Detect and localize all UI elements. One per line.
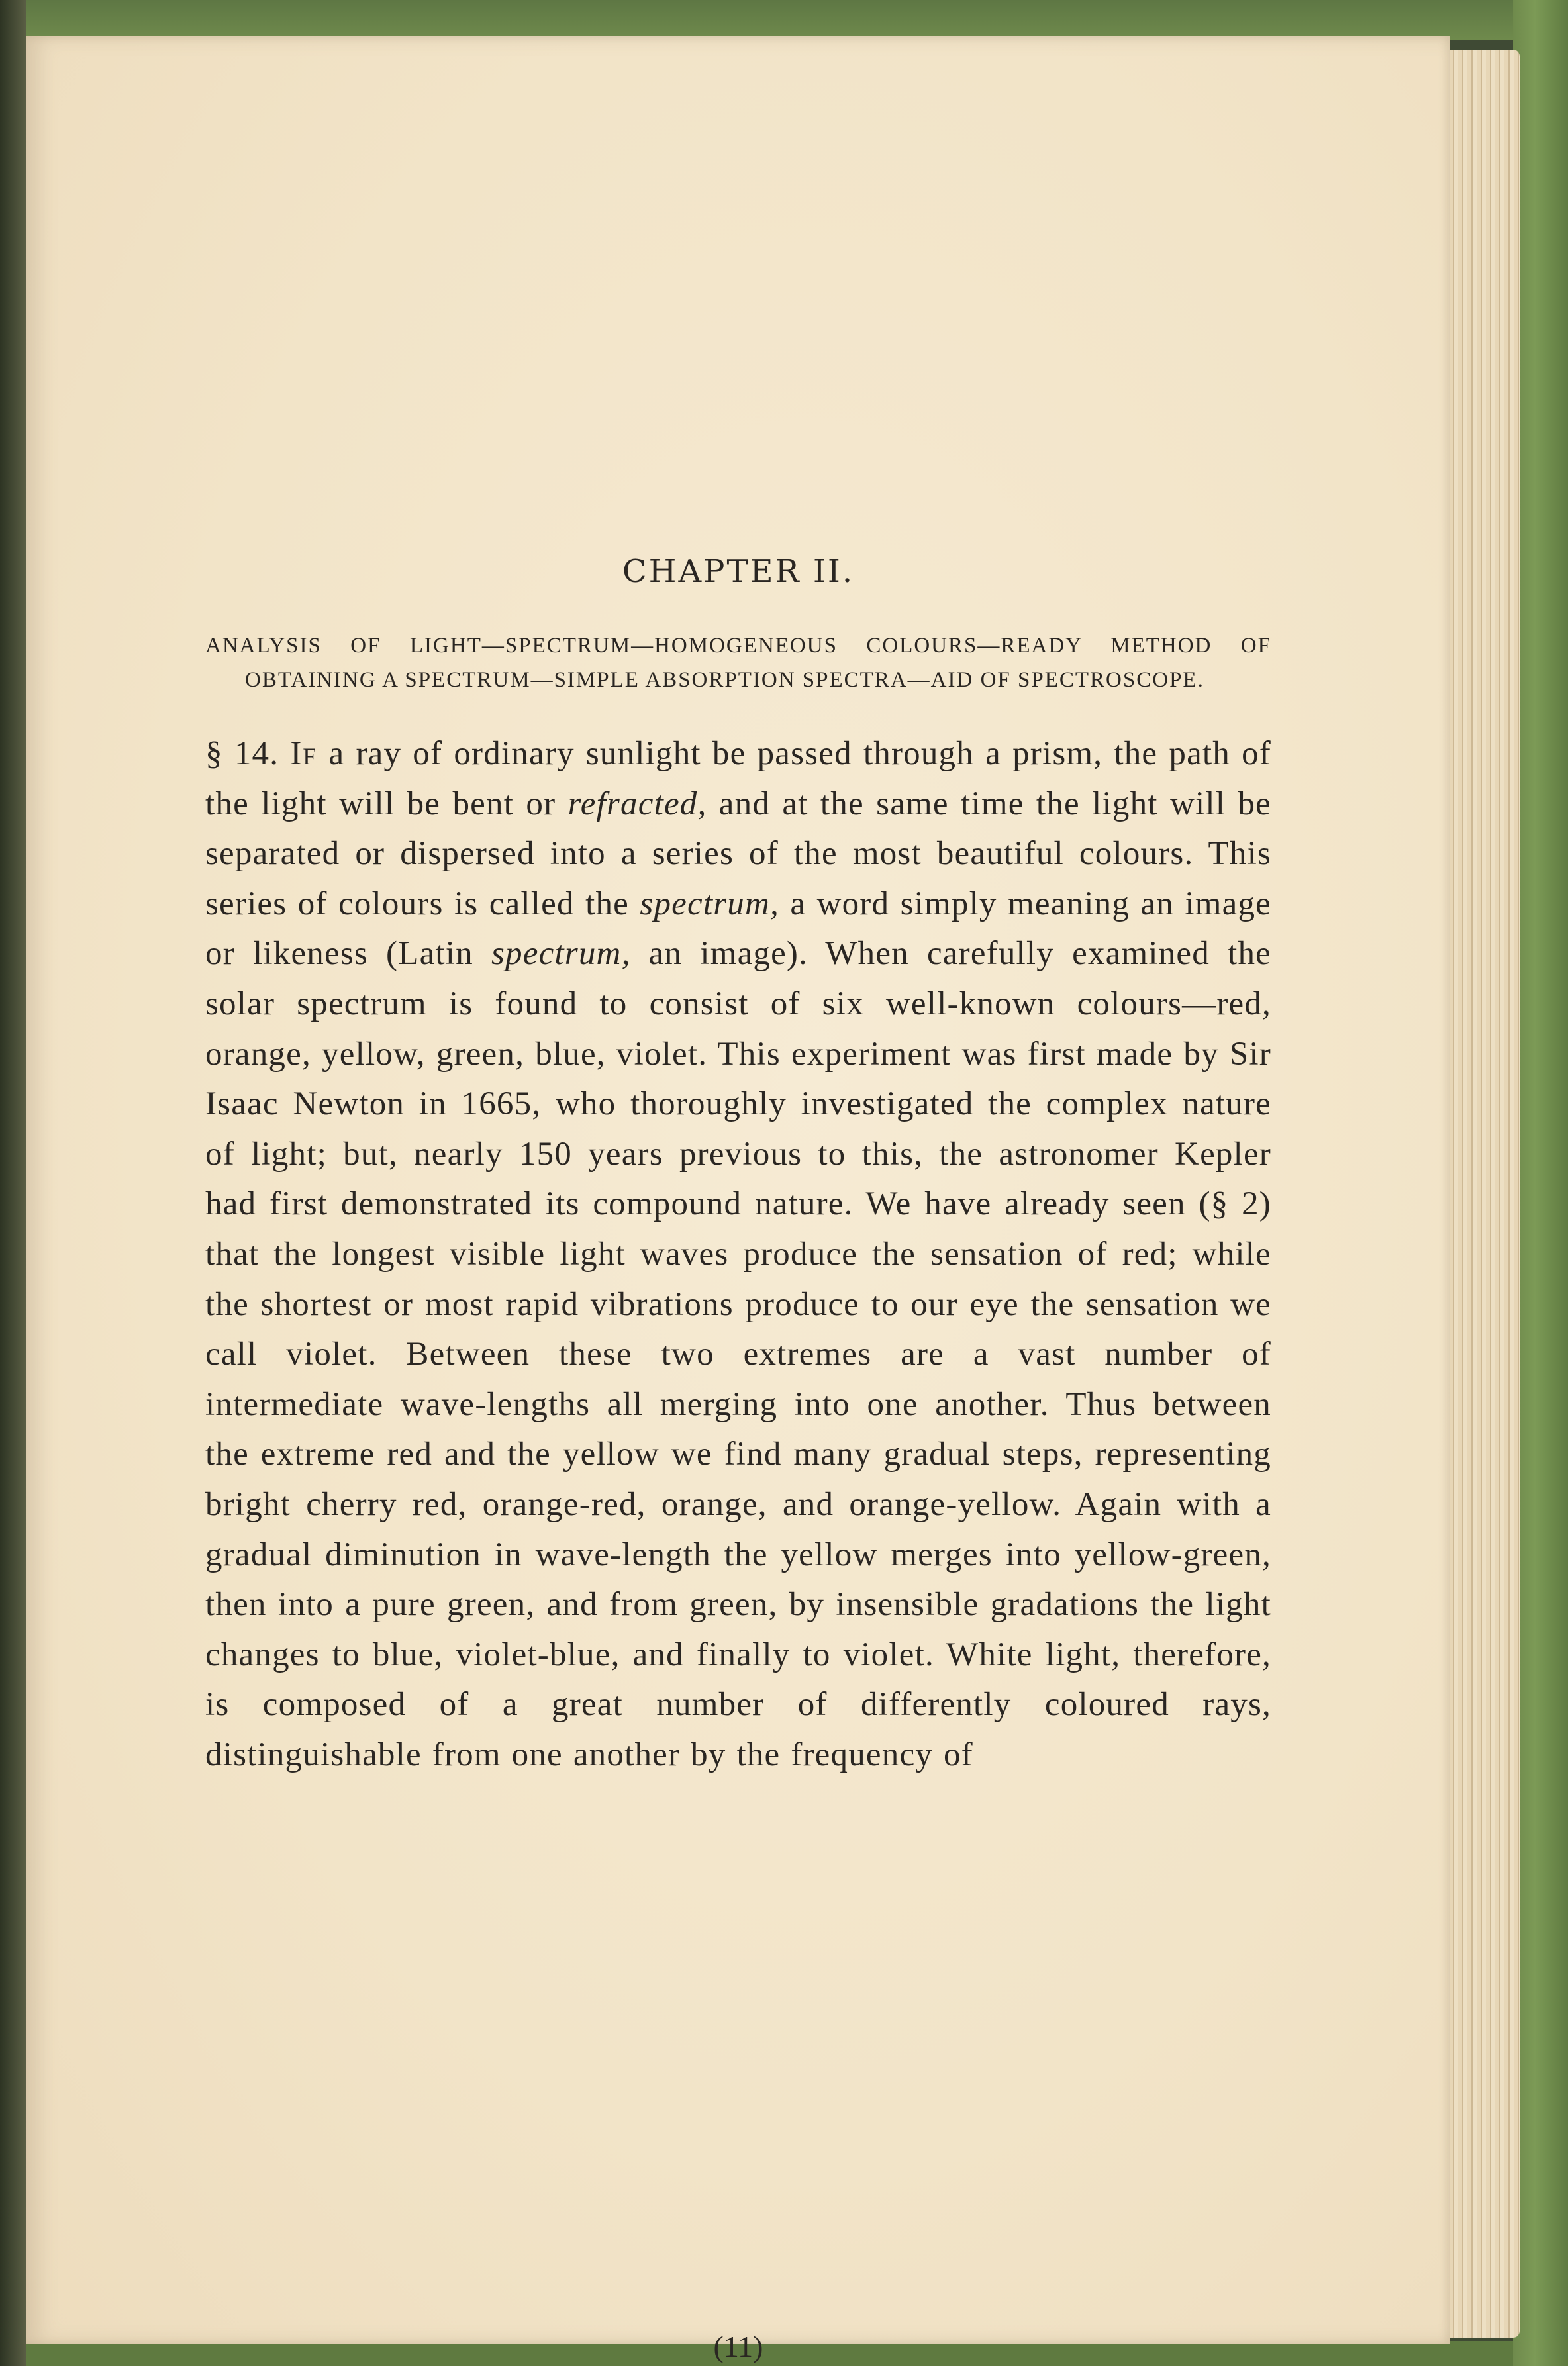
lead-word: If bbox=[290, 735, 318, 772]
chapter-summary: ANALYSIS OF LIGHT—SPECTRUM—HOMOGENEOUS COLOURS—READY METHOD OF OBTAINING A SPECTRUM—SIMPLE ABSORPTION SPECTRA—AID OF SPECTROSCOPE. bbox=[205, 634, 1271, 692]
paragraph-text-2: and at the same time the light will be separated or dispersed into a series of the most beautiful colours. This series of colours is called the bbox=[205, 785, 1271, 922]
page-number: (11) bbox=[713, 2330, 763, 2363]
book-cover-top bbox=[0, 0, 1568, 40]
paragraph-text-4: an image). When carefully examined the solar spectrum is found to consist of six well-known colours—red, orange, yellow, green, blue, violet. This experiment was first made by Sir Isaac Newton in 1665, who thoroughly investigated the complex nature of light; but, nearly 150 years previous to this, the astronomer Kepler had first demonstrated its compound nature. We have already seen (§ 2) that the longest visible light waves produce the sensation of red; while the shortest or most rapid vibrations produce to our eye the sensation we call violet. Between these two extremes are a vast number of intermediate wave-lengths all merging into one another. Thus between the extreme red and the yellow we find many gradual steps, representing bright cherry red, orange-red, orange, and orange-yellow. Again with a gradual diminution in wave-length the yellow merges into yellow-green, then into a pure green, and from green, by insensible gradations the light changes to blue, violet-blue, and finally to violet. White light, therefore, is composed of a great number of differently coloured rays, distinguishable from one another by the frequency of bbox=[205, 935, 1272, 1773]
book-gutter bbox=[0, 0, 26, 2366]
book-cover-right bbox=[1513, 0, 1568, 2366]
chapter-title: CHAPTER II. bbox=[622, 553, 855, 590]
page-text-block bbox=[205, 553, 1272, 2363]
italic-term-spectrum: spectrum, bbox=[640, 885, 779, 922]
paragraph-text-3: a word simply meaning an image or likeness (Latin bbox=[205, 885, 1271, 973]
paragraph-text-1: a ray of ordinary sunlight be passed through a prism, the path of the light will be bent or bbox=[205, 735, 1271, 822]
section-number: § 14. bbox=[205, 735, 279, 772]
book-page bbox=[26, 36, 1450, 2363]
italic-term-refracted: refracted, bbox=[567, 785, 707, 822]
italic-term-latin-spectrum: spectrum, bbox=[491, 935, 631, 973]
body-paragraph bbox=[205, 729, 1271, 1780]
